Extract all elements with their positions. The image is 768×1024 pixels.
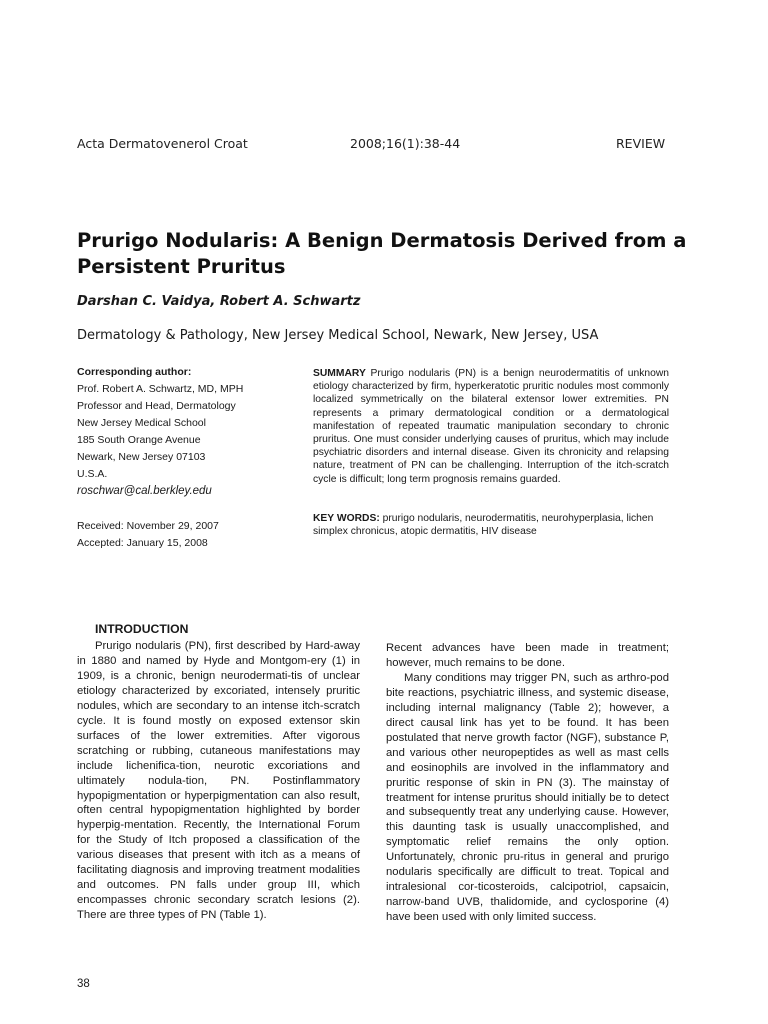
article-type: REVIEW (616, 136, 666, 151)
page-number: 38 (77, 978, 90, 990)
corresponding-author-label: Corresponding author: (77, 366, 192, 378)
journal-name: Acta Dermatovenerol Croat (77, 136, 248, 151)
dates-block (77, 518, 219, 552)
affiliation: Dermatology & Pathology, New Jersey Medical School, Newark, New Jersey, USA (77, 328, 599, 343)
paragraph: Prurigo nodularis (PN), first described by Hard-away in 1880 and named by Hyde and Montgom-ery (1) in 1909, is a chronic, benign neurodermati-tis of unclear etiology characterized by excoriated, intensely pruritic nodules, which are secondary to an intense itch-scratch cycle. It is found mostly on exposed extensor skin surfaces of the lower extremities. After vigorous scratching or rubbing, cutaneous manifestations may include lichenifica-tion, neurotic excoriations and ultimately nodula-tion, PN. Postinflammatory hypopigmentation or hyperpigmentation can also result, often central hypopigmentation highlighted by border hyperpig-mentation. Recently, the International Forum for the Study of Itch proposed a classification of the various diseases that present with itch as a means of facilitating diagnosis and improving treatment modalities and outcomes. PN falls under group III, which encompasses chronic secondary scratch lesions (2). There are three types of PN (Table 1). (77, 640, 360, 922)
corresponding-author-line: New Jersey Medical School (77, 417, 206, 429)
summary-abstract (313, 367, 669, 486)
corresponding-author-line: U.S.A. (77, 468, 108, 480)
article-title: Prurigo Nodularis: A Benign Dermatosis Derived from a Persistent Pruritus (77, 229, 687, 278)
keywords-label: KEY WORDS: (313, 513, 380, 524)
summary-text: Prurigo nodularis (PN) is a benign neurodermatitis of unknown etiology characterized by firm, hyperkeratotic pruritic nodules most commonly localized symmetrically on the bilateral extensor lower extremities. PN represents a primary dermatological condition or a dermatological manifestation of repeated traumatic manipulation secondary to chronic pruritus. One must consider underlying causes of pruritus, which may include psychiatric disorders and internal disease. Given its chronicity and relapsing nature, treatment of PN can be challenging. Interruption of the itch-scratch cycle is difficult; long term prognosis remains guarded. (313, 368, 669, 485)
corresponding-author-line: 185 South Orange Avenue (77, 434, 201, 446)
corresponding-author-line: Prof. Robert A. Schwartz, MD, MPH (77, 383, 244, 395)
authors: Darshan C. Vaidya, Robert A. Schwartz (77, 294, 361, 309)
accepted-date: Accepted: January 15, 2008 (77, 537, 208, 549)
citation: 2008;16(1):38-44 (350, 136, 461, 151)
summary-label: SUMMARY (313, 368, 366, 379)
author-email-link[interactable]: roschwar@cal.berkley.edu (77, 485, 212, 497)
corresponding-author-line: Newark, New Jersey 07103 (77, 451, 206, 463)
corresponding-author-line: Professor and Head, Dermatology (77, 400, 236, 412)
corresponding-author-block (77, 364, 297, 500)
keywords (313, 512, 669, 538)
paragraph: Recent advances have been made in treatment; however, much remains to be done. (386, 642, 669, 669)
body-column-left (77, 639, 360, 923)
body-column-right (386, 641, 669, 925)
received-date: Received: November 29, 2007 (77, 520, 219, 532)
section-heading-introduction: INTRODUCTION (95, 622, 189, 636)
paragraph: Many conditions may trigger PN, such as arthro-pod bite reactions, psychiatric illness, and systemic disease, including internal malignancy (Table 2); however, a direct causal link has yet to be found. It has been postulated that nerve growth factor (NGF), substance P, and various other neuropeptides as well as mast cells and eosinophils are involved in the inflammatory and pruritic response of skin in PN (3). The mainstay of treatment for intense pruritus should initially be to detect and subsequently treat any underlying cause. However, this daunting task is usually unaccomplished, and symptomatic relief remains the only option. Unfortunately, chronic pru-ritus in general and prurigo nodularis specifically are difficult to treat. Topical and intralesional cor-ticosteroids, calcipotriol, capsaicin, narrow-band UVB, thalidomide, and cyclosporine (4) have been used with only limited success. (386, 671, 669, 924)
keywords-text: prurigo nodularis, neurodermatitis, neurohyperplasia, lichen simplex chronicus, atopic dermatitis, HIV disease (313, 513, 654, 538)
